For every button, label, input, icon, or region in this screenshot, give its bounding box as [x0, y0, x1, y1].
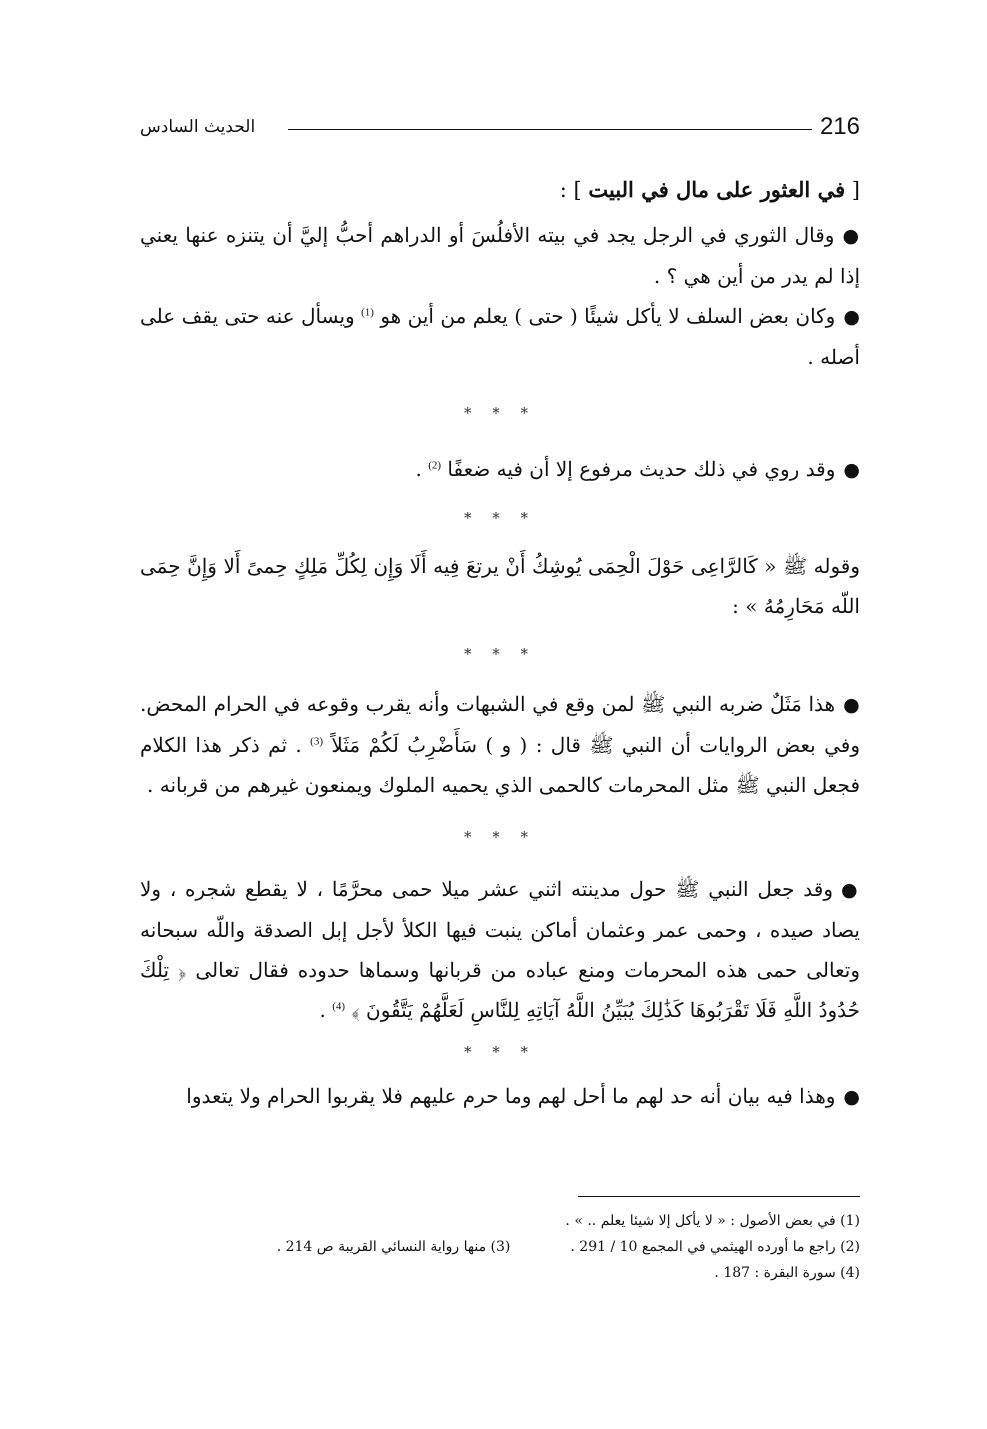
- header-rule: [288, 129, 812, 130]
- paragraph-text: هذا مَثَلٌ ضربه النبي ﷺ لمن وقع في الشبهات وأنه يقرب وقوعه في الحرام المحض. وفي بعض الروايات أن النبي ﷺ قال : ( و ) سَأَضْرِبُ لَكُمْ مَثَلاً: [140, 692, 861, 757]
- paragraph-text: . ثم ذكر هذا الكلام فجعل النبي ﷺ مثل المحرمات كالحمى الذي يحميه الملوك ويمنعون غيرهم من قربانه .: [140, 733, 860, 797]
- footnote-ref-1: (1): [361, 306, 374, 319]
- footnote-ref-4: (4): [332, 1000, 346, 1013]
- footnotes: [140, 1208, 860, 1286]
- bullet-icon: ●: [841, 879, 860, 901]
- paragraph-hadith-quote: [140, 546, 860, 626]
- paragraph-text: وهذا فيه بيان أنه حد لهم ما أحل لهم وما حرم عليهم فلا يقربوا الحرام ولا يتعدوا: [186, 1084, 836, 1108]
- paragraph-text: .: [319, 998, 326, 1022]
- heading-open-bracket: [: [851, 178, 860, 202]
- paragraph-thawri: [140, 215, 860, 296]
- paragraph-marfu: [140, 449, 860, 490]
- running-header: [140, 113, 860, 143]
- section-divider: * * *: [463, 404, 537, 422]
- bullet-icon: ●: [843, 694, 860, 716]
- paragraph-mathal: [140, 684, 860, 805]
- heading-title: في العثور على مال في البيت: [588, 177, 846, 202]
- main-text: [140, 170, 860, 1117]
- footnote-3: (3) منها رواية النسائي القريبة ص 214 .: [276, 1239, 511, 1255]
- page-number: 216: [819, 113, 860, 140]
- section-heading: [140, 170, 860, 210]
- paragraph-text: ويسأل عنه حتى يقف على أصله .: [140, 304, 860, 369]
- paragraph-text: .: [415, 457, 422, 481]
- section-divider: * * *: [463, 828, 537, 846]
- footnote-row: [140, 1234, 860, 1260]
- paragraph-text: وقد جعل النبي ﷺ حول مدينته اثني عشر ميلا حمى محرَّمًا ، لا يقطع شجره ، ولا يصاد صيده ، وحمى عمر وعثمان أماكن ينبت فيها الكلأ لأجل إبل الصدقة واللّه سبحانه وتعالى حمى هذه المحرمات ومنع عباده من قربانها وسماها حدوده فقال تعالى ﴿ تِلْكَ حُدُودُ اللَّهِ فَلَا تَقْرَبُوهَا كَذَٰلِكَ يُبَيِّنُ اللَّهُ آيَاتِهِ لِلنَّاسِ لَعَلَّهُمْ يَتَّقُونَ ﴾: [140, 877, 860, 1022]
- footnote-2: (2) راجع ما أورده الهيثمي في المجمع 10 / 291 .: [570, 1239, 860, 1255]
- bullet-icon: ●: [843, 459, 860, 481]
- footnote-ref-3: (3): [310, 735, 324, 748]
- section-divider: * * *: [463, 509, 537, 527]
- paragraph-hima: [140, 869, 860, 1030]
- running-title: الحديث السادس: [140, 117, 256, 137]
- paragraph-text: وقوله ﷺ « كَالرَّاعِى حَوْلَ الْحِمَى يُوشِكُ أَنْ يرتعَ فِيه أَلَا وَإِن لِكُلِّ مَلِكٍ حِمىً أَلا وَإِنَّ حِمَى اللّه مَحَارِمُهُ » :: [140, 554, 860, 618]
- paragraph-text: وقال الثوري في الرجل يجد في بيته الأفلُسَ أو الدراهم أحبُّ إليَّ أن يتنزه عنها يعني إذا لم يدر من أين هي ؟ .: [140, 223, 860, 288]
- paragraph-bayan: [140, 1076, 860, 1117]
- section-divider: * * *: [463, 1043, 537, 1061]
- bullet-icon: ●: [843, 306, 860, 328]
- paragraph-text: وقد روي في ذلك حديث مرفوع إلا أن فيه ضعفًا: [447, 457, 836, 481]
- bullet-icon: ●: [842, 225, 860, 247]
- paragraph-text: وكان بعض السلف لا يأكل شيئًا ( حتى ) يعلم من أين هو: [380, 304, 836, 328]
- paragraph-salaf: [140, 296, 860, 377]
- heading-close-bracket: ] :: [559, 178, 582, 202]
- footnote-rule: [578, 1196, 860, 1197]
- bullet-icon: ●: [843, 1086, 860, 1108]
- footnote-4: (4) سورة البقرة : 187 .: [714, 1265, 860, 1281]
- section-divider: * * *: [463, 645, 537, 663]
- footnote-ref-2: (2): [428, 459, 442, 472]
- footnote-1: (1) في بعض الأصول : « لا يأكل إلا شيئا يعلم .. » .: [565, 1213, 860, 1229]
